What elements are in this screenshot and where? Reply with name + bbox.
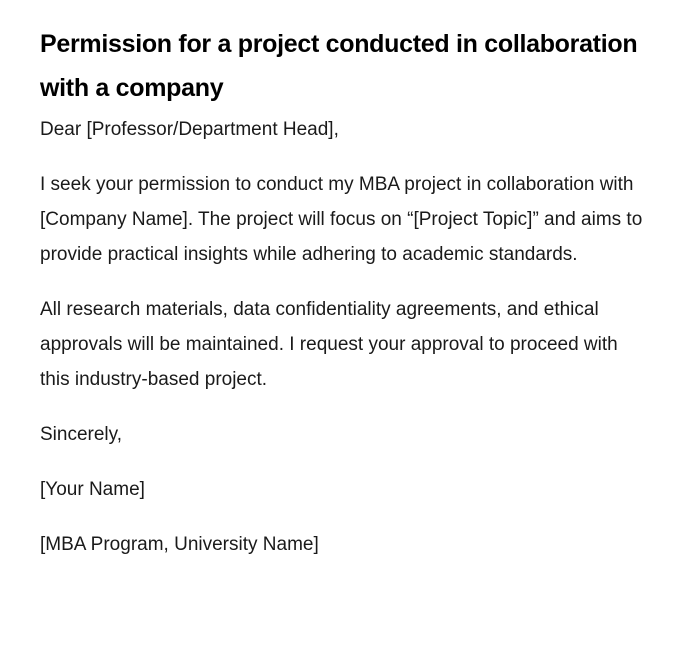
body-paragraph: All research materials, data confidentiality agreements, and ethical approvals will be maintained. I request your approval to proceed with this industry-based project. (40, 299, 618, 390)
closing: Sincerely, (40, 424, 123, 445)
signature-program: [MBA Program, University Name] (40, 534, 319, 555)
signature-name: [Your Name] (40, 479, 145, 500)
body-paragraph: I seek your permission to conduct my MBA project in collaboration with [Company Name]. The project will focus on “[Project Topic]” and aims to provide practical insights while adhering to academic standards. (40, 174, 643, 265)
salutation: Dear [Professor/Department Head], (40, 119, 339, 140)
letter-title: Permission for a project conducted in collaboration with a company (40, 30, 638, 102)
